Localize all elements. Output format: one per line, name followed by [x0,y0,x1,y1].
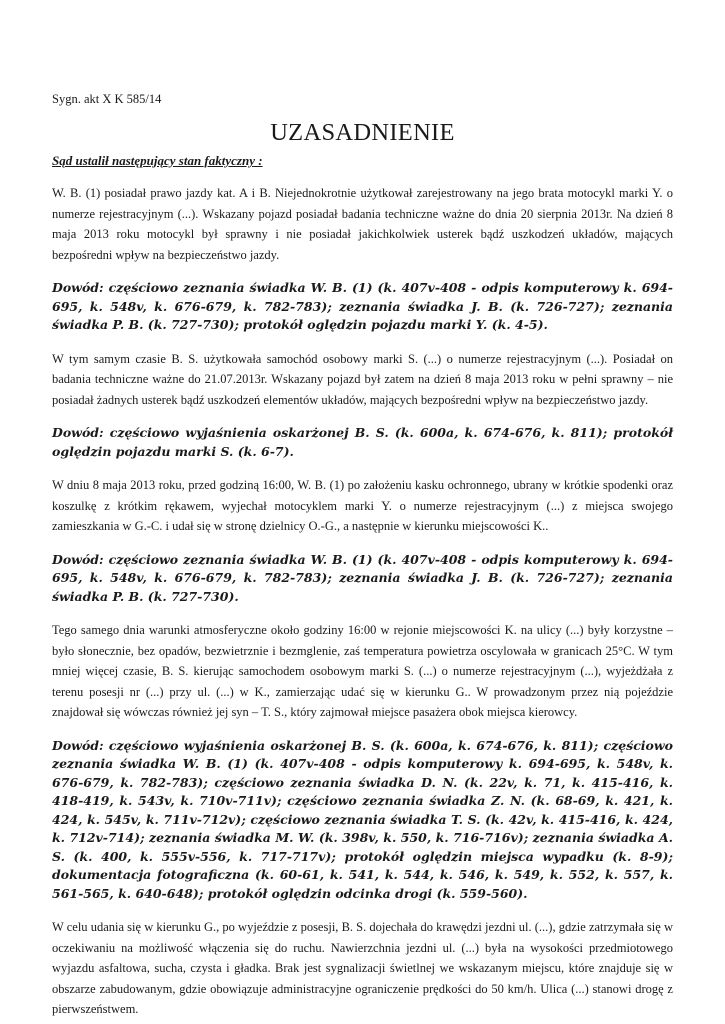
section-subtitle: Sąd ustalił następujący stan faktyczny : [52,153,263,168]
case-signature: Sygn. akt X K 585/14 [52,92,162,106]
fact-paragraph: Tego samego dnia warunki atmosferyczne około godziny 16:00 w rejonie miejscowości K. na ulicy (...) były korzystne – było słonecznie, bez opadów, bezwietrznie i bezmglenie, zaś temperatura powietrza oscylowała w granicach 25°C. W tym mniej więcej czasie, B. S. kierując samochodem osobowym marki S. (...) o numerze rejestracyjnym (...), wyjeżdżała z terenu posesji nr (...) przy ul. (...) w K., zamierzając udać się w kierunku G.. W prowadzonym przez nią pojeździe znajdował się wówczas również jej syn – T. S., który zajmował miejsce pasażera obok miejsca kierowcy. [52,623,673,719]
evidence-paragraph: Dowód: częściowo wyjaśnienia oskarżonej B. S. (k. 600a, k. 674-676, k. 811); protokół oględzin pojazdu marki S. (k. 6-7). [52,425,673,459]
fact-paragraph: W tym samym czasie B. S. użytkowała samochód osobowy marki S. (...) o numerze rejestracyjnym (...). Posiadał on badania techniczne ważne do 21.07.2013r. Wskazany pojazd był zatem na dzień 8 maja 2013 roku w pełni sprawny – nie posiadał żadnych usterek bądź uszkodzeń elementów układów, mających bezpośredni wpływ na bezpieczeństwo jazdy. [52,351,673,407]
fact-paragraph: W celu udania się w kierunku G., po wyjeździe z posesji, B. S. dojechała do krawędzi jezdni ul. (...), gdzie zatrzymała się w oczekiwaniu na możliwość włączenia się do ruchu. Nawierzchnia jezdni ul. (...) była na wysokości przedmiotowego wyjazdu asfaltowa, sucha, czysta i gładka. Brak jest sygnalizacji świetlnej we wskazanym miejscu, które znajduje się w obszarze zabudowanym, gdzie obowiązuje administracyjne ograniczenie prędkości do 50 km/h. Ulica (...) stanowi drogę z pierwszeństwem. [52,920,673,1016]
evidence-paragraph: Dowód: częściowo wyjaśnienia oskarżonej B. S. (k. 600a, k. 674-676, k. 811); częściowo zeznania świadka W. B. (1) (k. 407v-408 - odpis komputerowy k. 694-695, k. 548v, k. 676-679, k. 782-783); częściowo zeznania świadka D. N. (k. 22v, k. 71, k. 415-416, k. 418-419, k. 543v, k. 710v-711v); częściowo zeznania świadka Z. N. (k. 68-69, k. 421, k. 424, k. 545v, k. 711v-712v); częściowo zeznania świadka T. S. (k. 42v, k. 415-416, k. 424, k. 712v-714); zeznania świadka M. W. (k. 398v, k. 550, k. 716-716v); zeznania świadka A. S. (k. 400, k. 555v-556, k. 717-717v); protokół oględzin miejsca wypadku (k. 8-9); dokumentacja fotograficzna (k. 60-61, k. 541, k. 544, k. 546, k. 549, k. 552, k. 557, k. 561-565, k. 640-648); protokół oględzin odcinka drogi (k. 559-560). [52,737,673,901]
fact-paragraph: W. B. (1) posiadał prawo jazdy kat. A i B. Niejednokrotnie użytkował zarejestrowany na jego brata motocykl marki Y. o numerze rejestracyjnym (...). Wskazany pojazd posiadał badania techniczne ważne do dnia 20 sierpnia 2013r. Na dzień 8 maja 2013 roku motocykl był sprawny i nie posiadał jakichkolwiek usterek bądź uszkodzeń układów, mających bezpośredni wpływ na bezpieczeństwo jazdy. [52,186,673,262]
document-title: UZASADNIENIE [270,119,455,146]
evidence-paragraph: Dowód: częściowo zeznania świadka W. B. (1) (k. 407v-408 - odpis komputerowy k. 694-695, k. 548v, k. 676-679, k. 782-783); zeznania świadka J. B. (k. 726-727); zeznania świadka P. B. (k. 727-730). [52,551,673,604]
fact-paragraph: W dniu 8 maja 2013 roku, przed godziną 16:00, W. B. (1) po założeniu kasku ochronnego, ubrany w krótkie spodenki oraz koszulkę z krótkim rękawem, wyjechał motocyklem marki Y. o numerze rejestracyjnym (...) z miejsca swojego zamieszkania w G.-C. i udał się w stronę dzielnicy O.-G., a następnie w kierunku miejscowości K.. [52,478,673,533]
evidence-paragraph: Dowód: częściowo zeznania świadka W. B. (1) (k. 407v-408 - odpis komputerowy k. 694-695, k. 548v, k. 676-679, k. 782-783); zeznania świadka J. B. (k. 726-727); zeznania świadka P. B. (k. 727-730); protokół oględzin pojazdu marki Y. (k. 4-5). [52,280,673,332]
